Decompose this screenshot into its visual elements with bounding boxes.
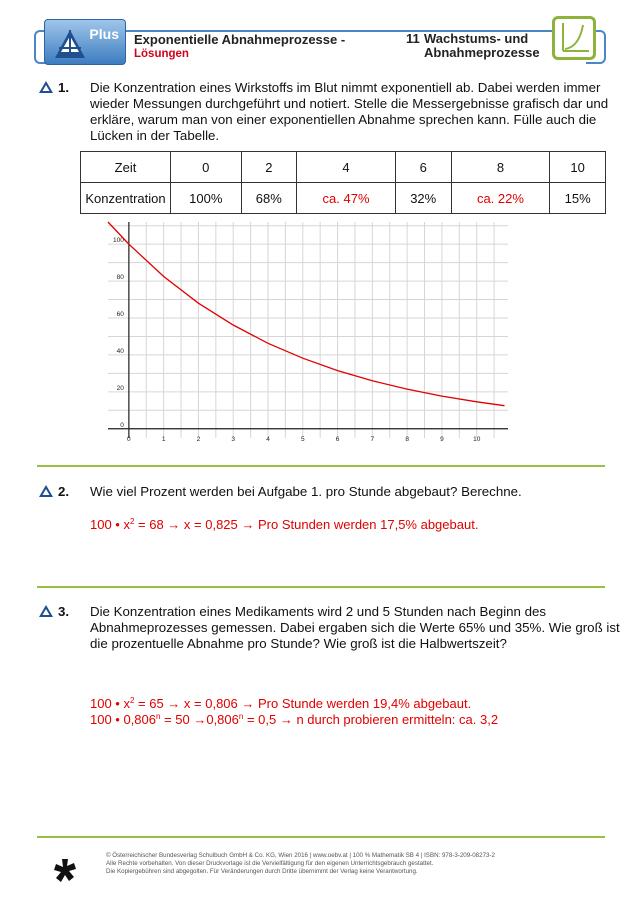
chapter-line2: Abnahmeprozesse [424,45,540,60]
sol-part: 100 • x [90,517,130,532]
table-row [81,183,606,214]
table-cell: 100% [171,183,242,214]
task-triangle-icon [38,484,54,498]
chapter-title [406,32,540,60]
x-tick-label: 3 [231,435,236,443]
table-cell: 6 [395,152,451,183]
x-tick-label: 0 [127,435,131,443]
sol-part: 100 • x [90,696,130,711]
triangle-logo-icon [53,28,87,60]
plus-logo [44,19,126,65]
sol-exponent: n [238,712,244,721]
table-row-label: Zeit [81,152,171,183]
task-triangle-icon [38,80,54,94]
sol-part: = 0,5 → n durch probieren ermitteln: ca. 3,2 [243,712,499,727]
task2-text: Wie viel Prozent werden bei Aufgabe 1. pro Stunde abgebaut? Berechne. [90,484,522,499]
table-cell: 10 [550,152,606,183]
task3-line: Abnahmeprozesses gemessen. Dabei ergaben sich die Werte 65% und 35%. Wie groß ist [90,620,620,635]
task3-solution-2 [90,709,498,728]
task2-number: 2. [58,484,70,499]
table-row [81,152,606,183]
task3-line: Die Konzentration eines Medikaments wird 2 und 5 Stunden nach Beginn des [90,604,547,619]
table-cell: 32% [395,183,451,214]
decay-graph [108,222,508,443]
page-subtitle: Lösungen [134,48,189,60]
footer-text [106,852,566,876]
task3-line: die prozentuelle Abnahme pro Stunde? Wie groß ist die Halbwertszeit? [90,636,507,651]
table-row-label: Konzentration [81,183,171,214]
x-tick-label: 7 [370,435,375,443]
sol-part: = 68 → x = 0,825 → Pro Stunden werden 17,5% abgebaut. [134,517,479,532]
footer-line: Die Kopiergebühren sind abgegolten. Für Veränderungen durch Dritte übernimmt der Verlag keine Verantwortung. [106,868,418,875]
table-cell: 15% [550,183,606,214]
task1-text [90,80,608,144]
page-header [30,16,608,70]
chapter-line1: Wachstums- und [424,31,529,46]
measurement-table [80,151,606,214]
table-cell: 68% [241,183,297,214]
publisher-logo-icon [52,857,78,885]
task2-solution [90,514,478,533]
x-tick-label: 4 [266,435,270,443]
sol-exponent: 2 [129,696,135,705]
x-tick-label: 10 [473,435,481,443]
x-tick-label: 5 [300,435,305,443]
sol-exponent: 2 [129,517,135,526]
divider [37,465,605,467]
sol-part: 100 • 0,806 [90,712,156,727]
task1-line: wieder Messungen durchgeführt und notiert. Stelle die Messergebnisse grafisch dar und [90,96,609,111]
chapter-number: 11 [406,31,420,46]
y-tick-label: 20 [116,384,124,392]
table-cell: 8 [451,152,550,183]
task3-text [90,604,620,652]
x-tick-label: 9 [440,435,444,443]
table-cell: 4 [297,152,396,183]
logo-text: Plus [89,26,119,42]
task1-line: Lücken in der Tabelle. [90,128,220,143]
footer-line: © Österreichischer Bundesverlag Schulbuch GmbH & Co. KG, Wien 2016 | www.oebv.at | 100 % Mathematik SB 4 | ISBN: 978-3-209-08273-2 [106,852,495,859]
sol-part: = 65 → x = 0,806 → Pro Stunde werden 19,4% abgebaut. [134,696,472,711]
x-tick-label: 6 [335,435,340,443]
x-tick-label: 2 [196,435,201,443]
sol-part: = 50 →0,806 [160,712,239,727]
task-triangle-icon [38,604,54,618]
table-cell: 2 [241,152,297,183]
y-tick-label: 40 [116,347,124,355]
footer-line: Alle Rechte vorbehalten. Von dieser Druckvorlage ist die Vervielfältigung für den eigenen Unterrichtsgebrauch gestattet. [106,860,434,867]
y-tick-label: 80 [116,274,124,282]
y-tick-label: 0 [120,421,124,429]
table-cell-answer: ca. 22% [451,183,550,214]
divider [37,586,605,588]
growth-chart-icon [552,16,596,60]
y-tick-label: 60 [116,311,124,318]
task1-line: Die Konzentration eines Wirkstoffs im Blut nimmt exponentiell ab. Dabei werden immer [90,80,601,95]
task3-number: 3. [58,604,70,619]
table-cell: 0 [171,152,242,183]
divider [37,836,605,838]
task1-line: erkläre, warum man von einer exponentiellen Abnahme sprechen kann. Fülle auch die [90,112,597,127]
table-cell-answer: ca. 47% [297,183,396,214]
task1-number: 1. [58,80,70,95]
x-tick-label: 8 [405,435,409,443]
decay-curve [108,222,505,406]
x-tick-label: 1 [161,435,166,443]
page-title: Exponentielle Abnahmeprozesse - [134,32,346,47]
y-tick-label: 100 [113,237,124,245]
sol-exponent: n [156,712,161,721]
